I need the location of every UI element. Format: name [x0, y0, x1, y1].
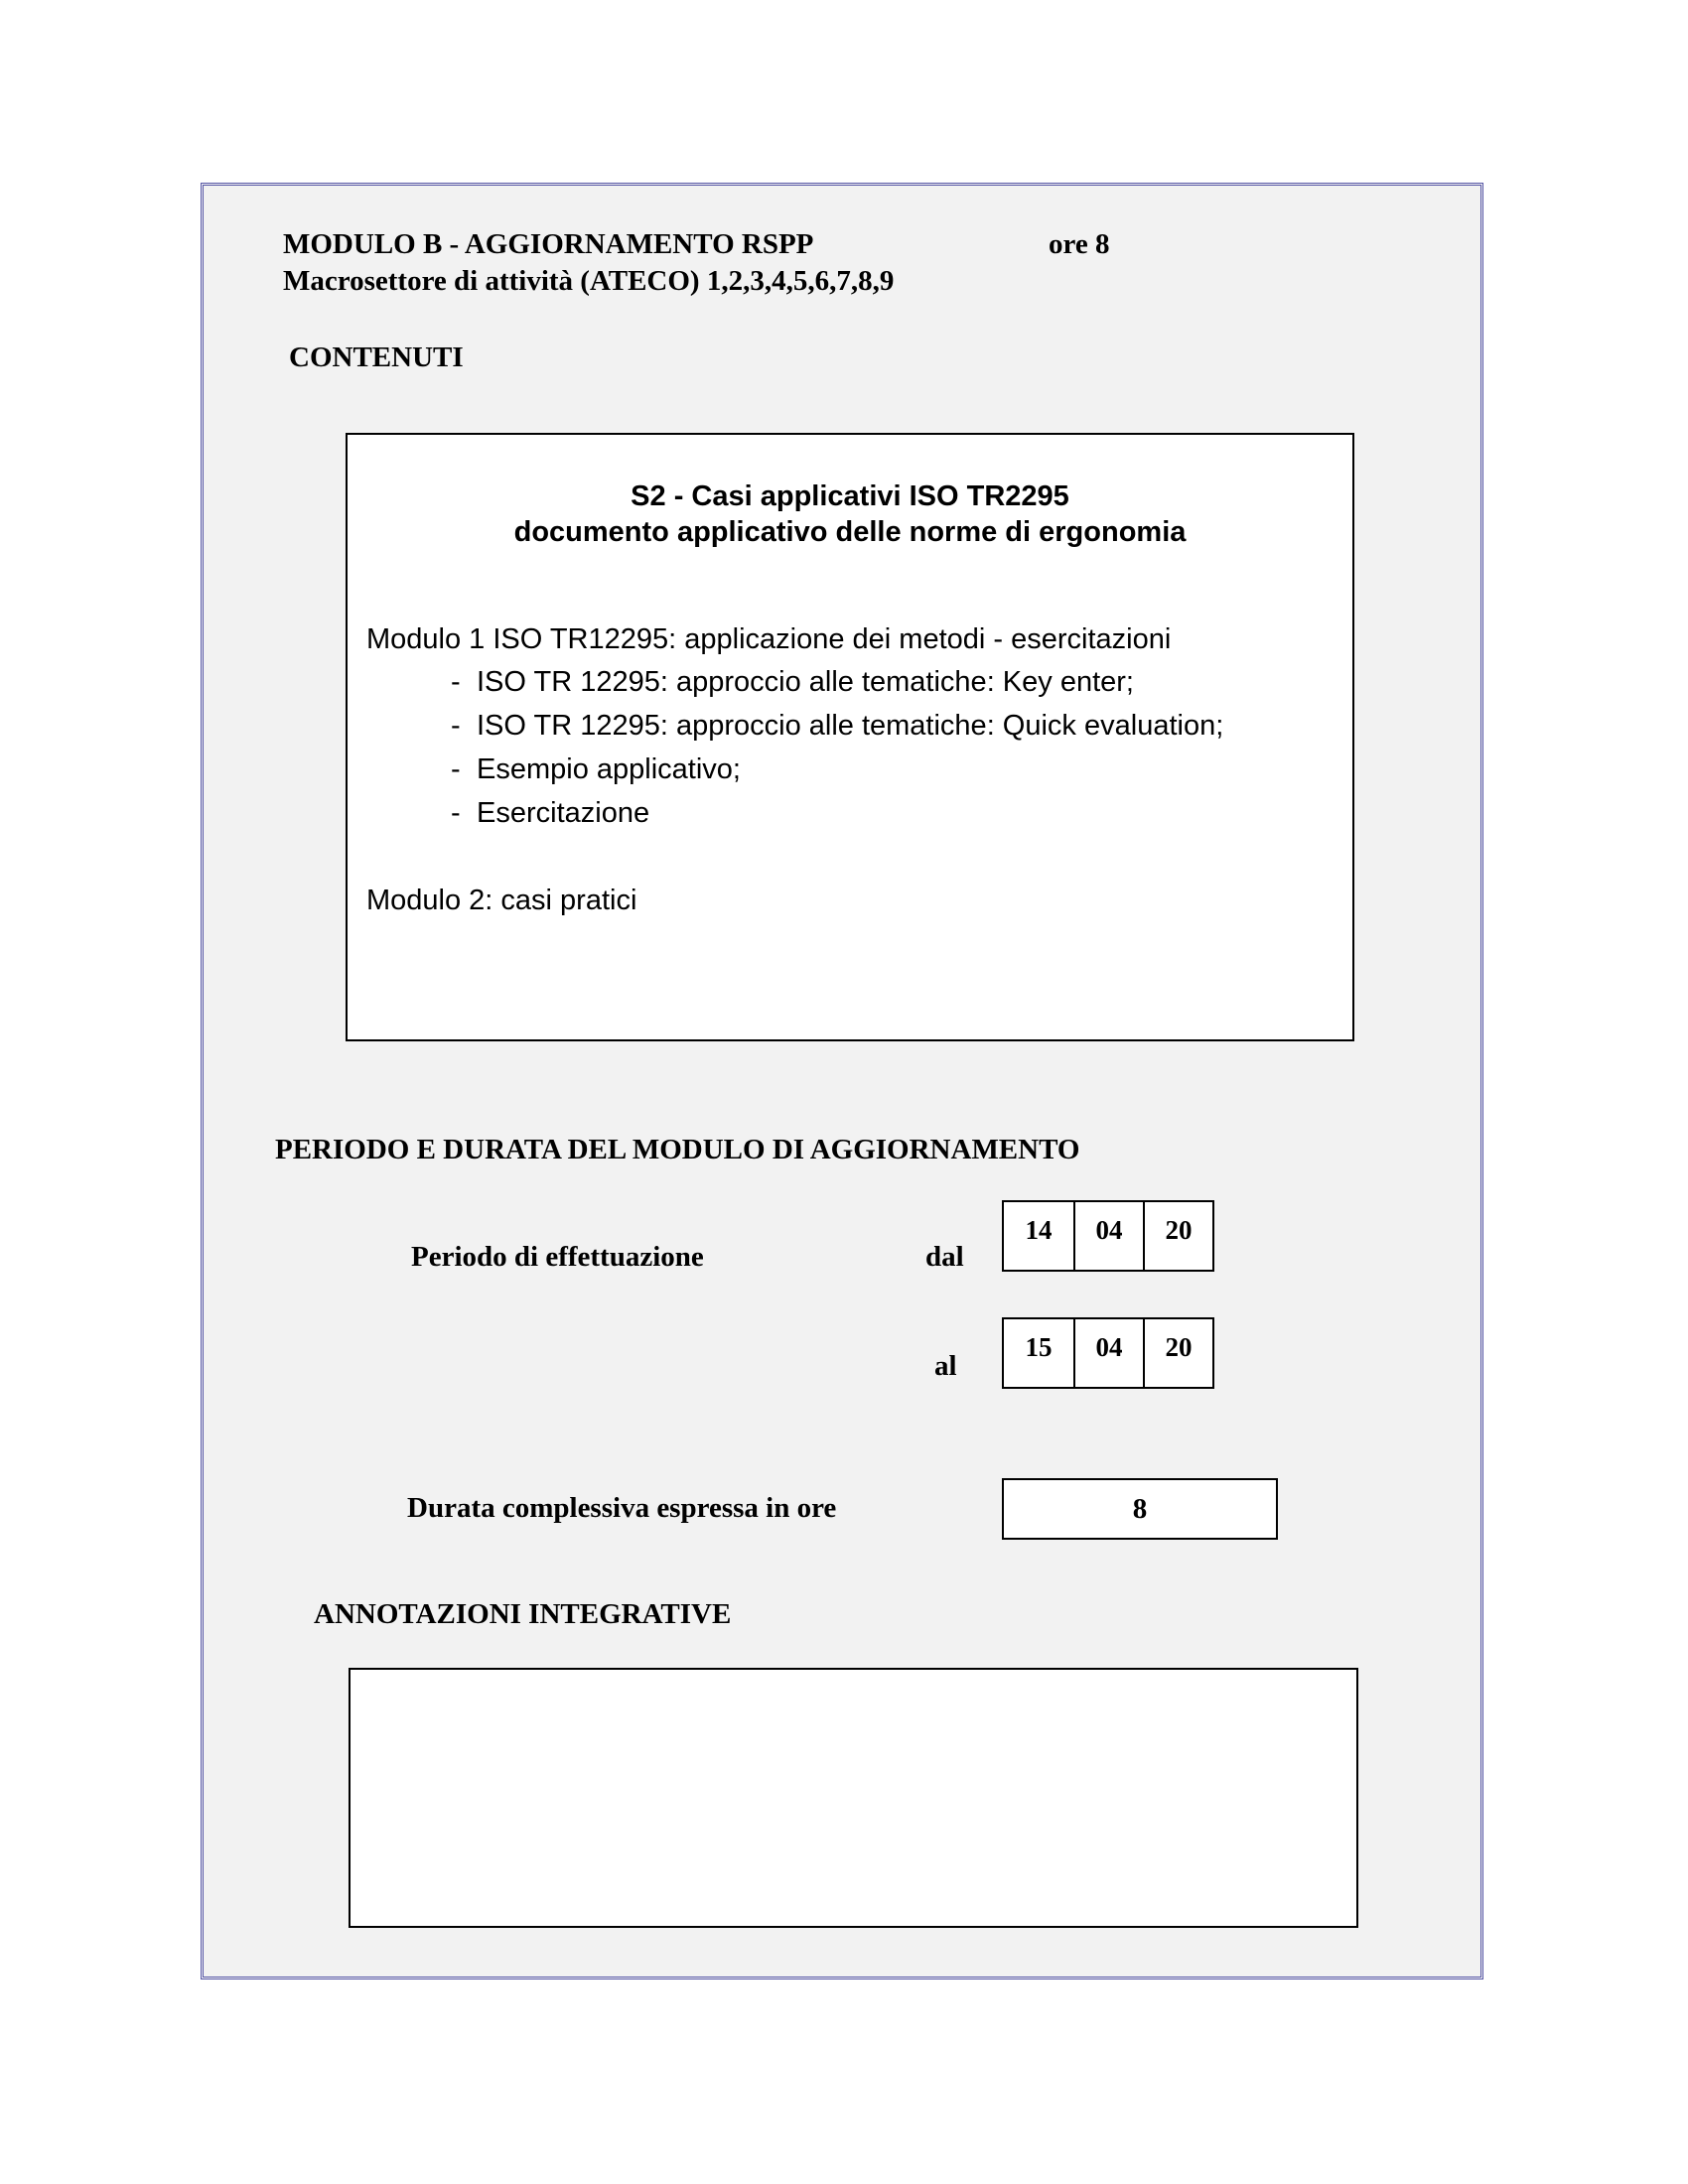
contents-box [346, 433, 1354, 1041]
from-label: dal [925, 1241, 964, 1273]
list-item: - ISO TR 12295: approccio alle tematiche: Key enter; [451, 666, 1134, 698]
duration-field[interactable]: 8 [1002, 1478, 1278, 1540]
contents-box-title-line2: documento applicativo delle norme di ergonomia [513, 516, 1187, 548]
to-label: al [934, 1350, 957, 1382]
notes-heading: ANNOTAZIONI INTEGRATIVE [314, 1598, 732, 1630]
module-hours: ore 8 [1049, 228, 1110, 260]
from-day[interactable]: 14 [1025, 1215, 1053, 1245]
list-item: - Esempio applicativo; [451, 753, 741, 785]
period-label: Periodo di effettuazione [411, 1241, 704, 1273]
contents-box-title-line1: S2 - Casi applicativi ISO TR2295 [631, 480, 1069, 512]
period-heading: PERIODO E DURATA DEL MODULO DI AGGIORNAMENTO [275, 1134, 1080, 1165]
module2-heading: Modulo 2: casi pratici [366, 885, 637, 916]
list-item: - Esercitazione [451, 797, 650, 829]
contents-heading: CONTENUTI [289, 341, 464, 373]
module-title: MODULO B - AGGIORNAMENTO RSPP [283, 228, 814, 260]
from-date-field[interactable] [1002, 1200, 1214, 1272]
from-month[interactable]: 04 [1073, 1202, 1143, 1270]
module1-list [451, 660, 1223, 835]
from-year[interactable]: 20 [1143, 1202, 1212, 1270]
to-day[interactable]: 15 [1025, 1332, 1053, 1362]
to-date-field[interactable] [1002, 1317, 1214, 1389]
module1-heading: Modulo 1 ISO TR12295: applicazione dei metodi - esercitazioni [366, 623, 1172, 655]
to-year[interactable]: 20 [1143, 1319, 1212, 1387]
module-subtitle: Macrosettore di attività (ATECO) 1,2,3,4,5,6,7,8,9 [283, 265, 895, 297]
list-item: - ISO TR 12295: approccio alle tematiche: Quick evaluation; [451, 710, 1224, 742]
notes-field[interactable] [349, 1668, 1358, 1928]
duration-label: Durata complessiva espressa in ore [407, 1492, 837, 1524]
to-month[interactable]: 04 [1073, 1319, 1143, 1387]
